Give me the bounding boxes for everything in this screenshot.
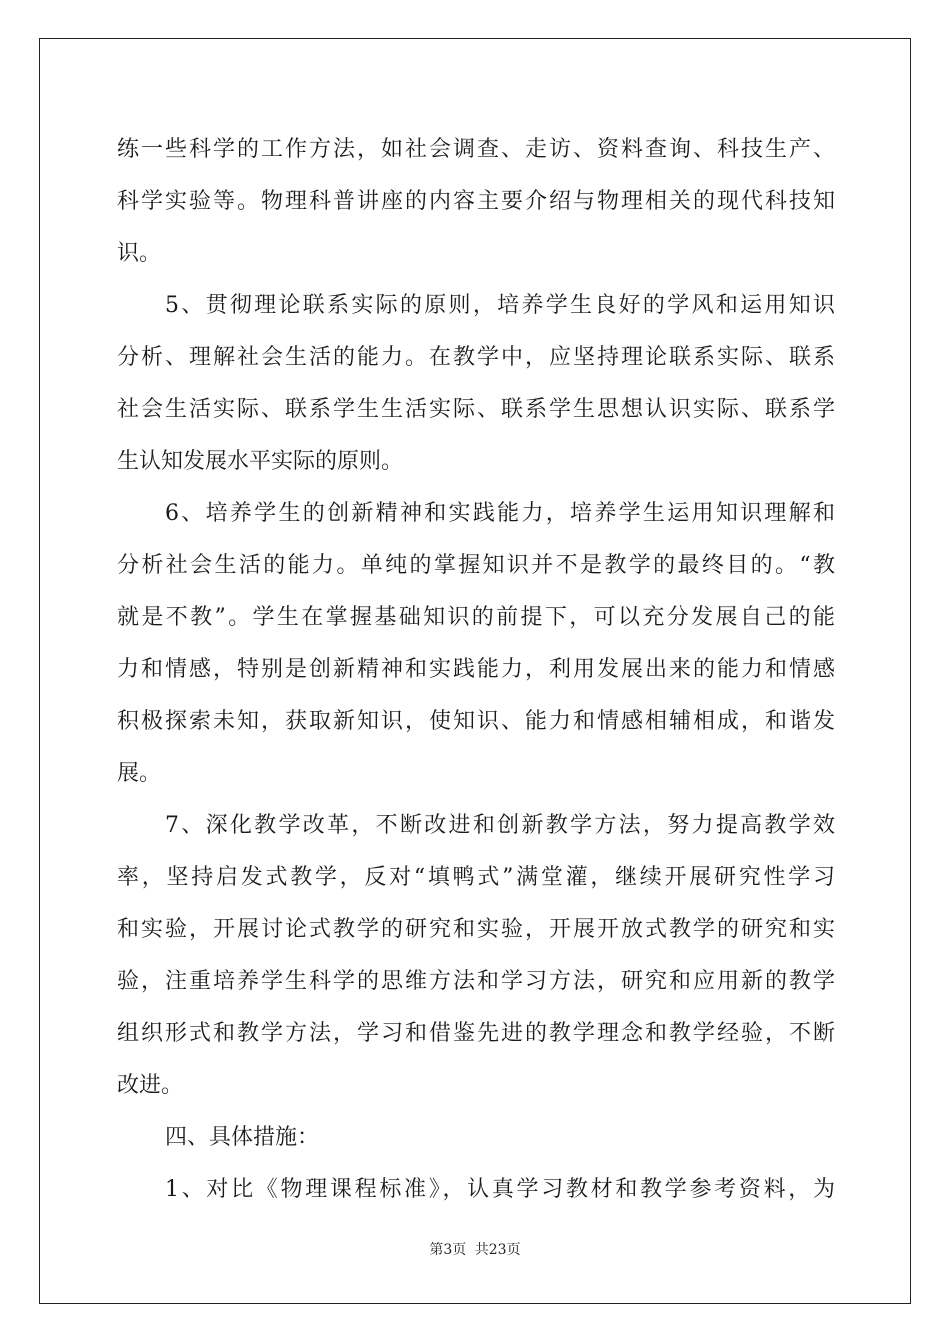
text-line: 验，注重培养学生科学的思维方法和学习方法，研究和应用新的教学	[117, 969, 835, 994]
text-line: 6、培养学生的创新精神和实践能力，培养学生运用知识理解和	[165, 501, 835, 526]
text-line: 率，坚持启发式教学，反对“填鸭式”满堂灌，继续开展研究性学习	[117, 865, 835, 890]
text-line: 和实验，开展讨论式教学的研究和实验，开展开放式教学的研究和实	[117, 917, 835, 942]
text-line: 力和情感，特别是创新精神和实践能力，利用发展出来的能力和情感	[117, 657, 835, 682]
text-line: 积极探索未知，获取新知识，使知识、能力和情感相辅相成，和谐发	[117, 709, 835, 734]
text-line: 生认知发展水平实际的原则。	[117, 449, 404, 474]
text-line: 练一些科学的工作方法，如社会调查、走访、资料查询、科技生产、	[117, 137, 835, 162]
text-line: 5、贯彻理论联系实际的原则，培养学生良好的学风和运用知识	[165, 293, 835, 318]
text-line: 1、对比《物理课程标准》，认真学习教材和教学参考资料，为	[165, 1177, 835, 1202]
page-footer	[0, 1240, 950, 1260]
page-total: 共23页	[474, 1242, 521, 1258]
text-line: 组织形式和教学方法，学习和借鉴先进的教学理念和教学经验，不断	[117, 1021, 835, 1046]
text-line: 识。	[117, 241, 162, 266]
text-line: 改进。	[117, 1073, 184, 1098]
text-line: 展。	[117, 761, 162, 786]
text-line: 7、深化教学改革，不断改进和创新教学方法，努力提高教学效	[165, 813, 835, 838]
text-line: 分析社会生活的能力。单纯的掌握知识并不是教学的最终目的。“教	[117, 553, 835, 578]
text-line: 分析、理解社会生活的能力。在教学中，应坚持理论联系实际、联系	[117, 345, 835, 370]
document-body	[117, 124, 835, 1216]
text-line: 就是不教”。学生在掌握基础知识的前提下，可以充分发展自己的能	[117, 605, 835, 630]
page-number: 第3页	[429, 1242, 467, 1258]
text-line: 四、具体措施：	[165, 1125, 320, 1150]
text-line: 科学实验等。物理科普讲座的内容主要介绍与物理相关的现代科技知	[117, 189, 835, 214]
text-line: 社会生活实际、联系学生生活实际、联系学生思想认识实际、联系学	[117, 397, 835, 422]
